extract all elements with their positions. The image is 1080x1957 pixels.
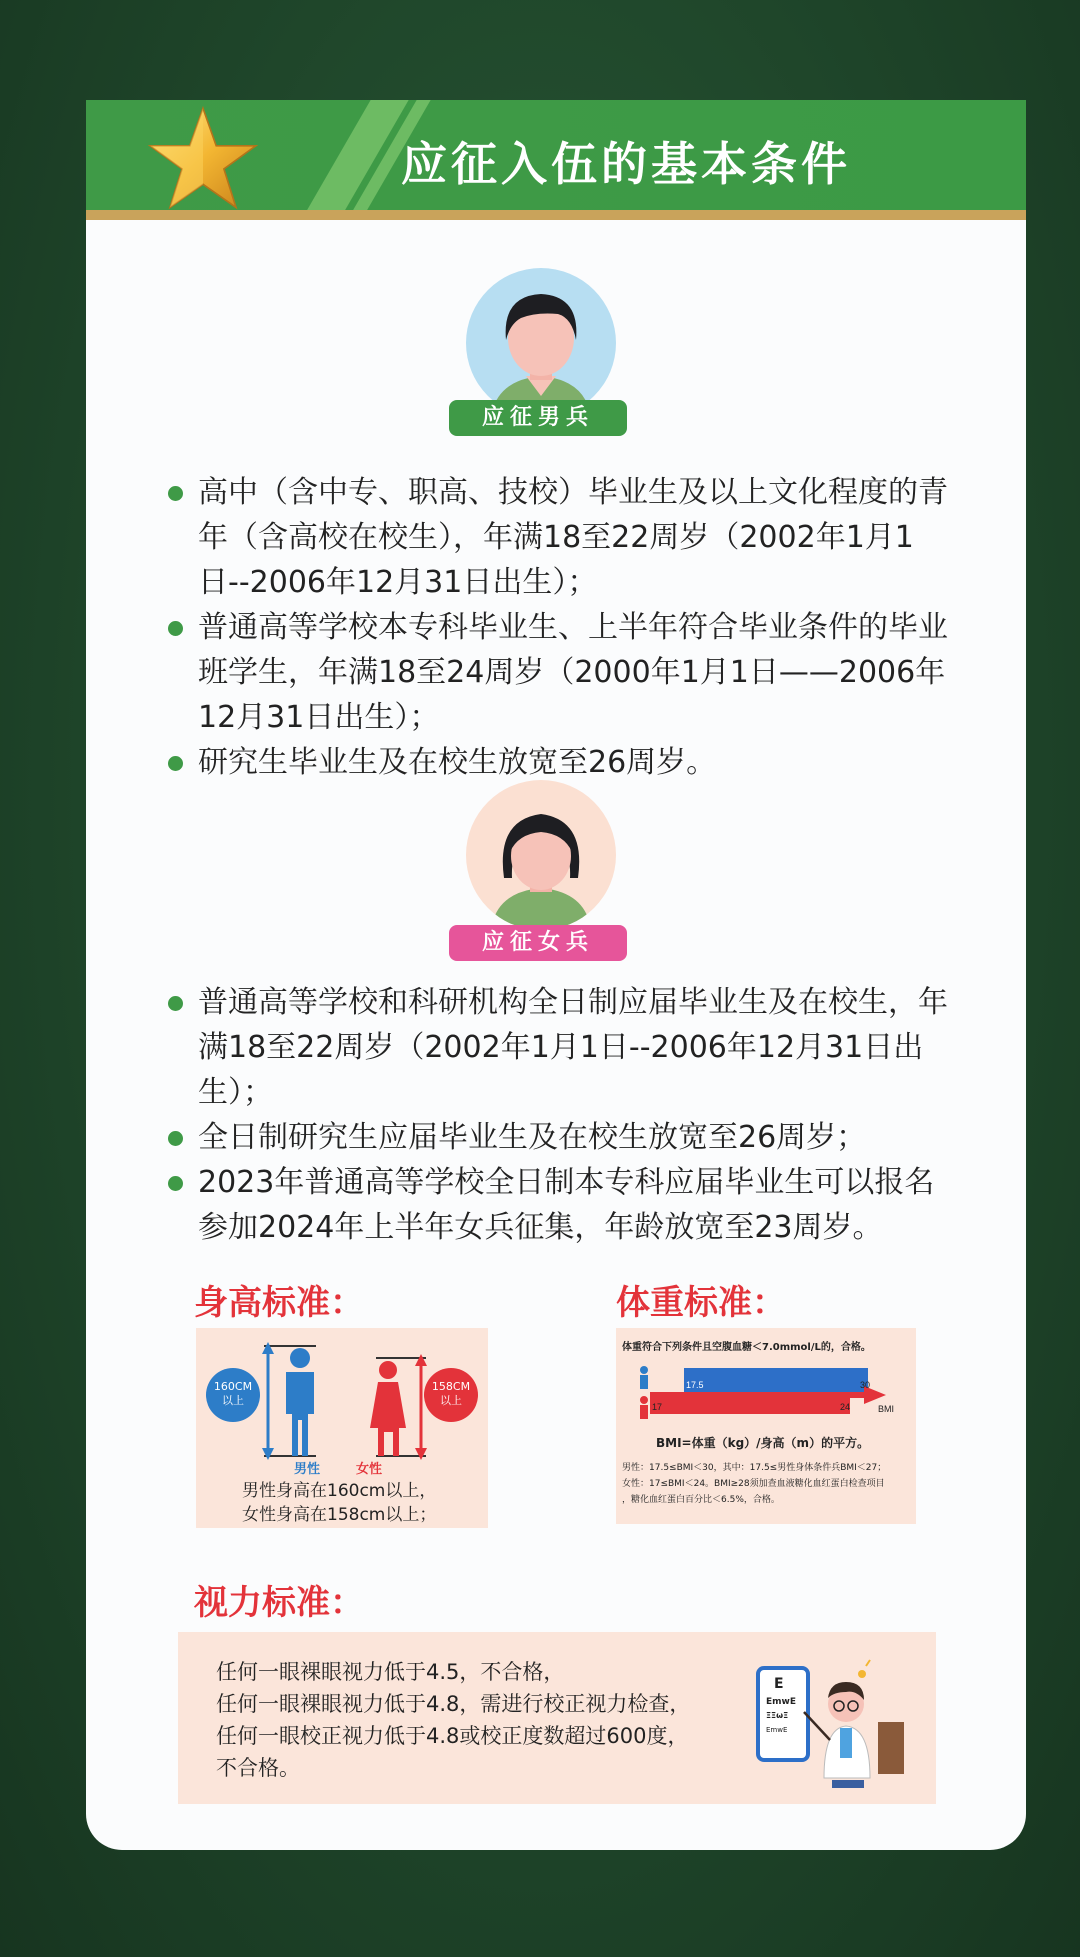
male-bmi-end: 30 [860, 1380, 871, 1390]
svg-text:E: E [774, 1676, 784, 1692]
bmi-range-chart [624, 1362, 912, 1432]
svg-text:ΞΞωΞ: ΞΞωΞ [766, 1711, 789, 1720]
poster-card [86, 100, 1026, 1850]
vision-heading: 视力标准： [194, 1583, 364, 1623]
height-panel [196, 1328, 488, 1528]
female-avatar [466, 780, 616, 930]
female-label: 女性 [356, 1462, 383, 1477]
page-title: 应征入伍的基本条件 [401, 137, 851, 191]
star-icon [148, 104, 258, 214]
weight-heading: 体重标准： [616, 1283, 786, 1323]
female-bmi-start: 17 [652, 1402, 663, 1412]
vision-line-2: 任何一眼裸眼视力低于4.8，需进行校正视力检查， [216, 1692, 691, 1716]
vision-line-3: 任何一眼校正视力低于4.8或校正度数超过600度， [216, 1724, 689, 1748]
male-requirements [168, 470, 948, 785]
vision-line-1: 任何一眼裸眼视力低于4.5，不合格， [216, 1660, 565, 1684]
height-heading: 身高标准： [194, 1283, 364, 1323]
list-item: 2023年普通高等学校全日制本专科应届毕业生可以报名参加2024年上半年女兵征集，年龄放宽至23周岁。 [168, 1160, 948, 1250]
male-label: 男性 [294, 1462, 321, 1477]
svg-text:EmwE: EmwE [766, 1697, 796, 1707]
male-height-badge: 160CM 以上 [206, 1368, 260, 1422]
weight-top-note: 体重符合下列条件且空腹血糖＜7.0mmol/L的，合格。 [622, 1342, 871, 1353]
male-avatar [466, 268, 616, 418]
list-item: 普通高等学校本专科毕业生、上半年符合毕业条件的毕业班学生，年满18至24周岁（2000年1月1日——2006年12月31日出生）； [168, 605, 948, 740]
list-item: 全日制研究生应届毕业生及在校生放宽至26周岁； [168, 1115, 948, 1160]
bmi-formula: BMI=体重（kg）/身高（m）的平方。 [656, 1436, 870, 1450]
height-text-line1: 男性身高在160cm以上， [242, 1481, 437, 1501]
list-item: 研究生毕业生及在校生放宽至26周岁。 [168, 740, 948, 785]
female-requirements [168, 980, 948, 1250]
vision-line-4: 不合格。 [216, 1756, 300, 1780]
weight-note3: ，糖化血红蛋白百分比＜6.5%，合格。 [622, 1495, 780, 1505]
female-height-badge: 158CM 以上 [424, 1368, 478, 1422]
weight-panel [616, 1328, 916, 1524]
eye-chart-doctor-illustration [738, 1652, 908, 1792]
height-text-line2: 女性身高在158cm以上； [242, 1505, 437, 1525]
weight-note1: 男性：17.5≤BMI＜30，其中：17.5≤男性身体条件兵BMI＜27； [622, 1463, 887, 1473]
weight-note2: 女性：17≤BMI＜24。BMI≥28须加查血液糖化血红蛋白检查项目 [622, 1479, 885, 1489]
female-badge: 应征女兵 [449, 925, 627, 961]
female-bmi-end: 24 [840, 1402, 851, 1412]
vision-panel [178, 1632, 936, 1804]
list-item: 普通高等学校和科研机构全日制应届毕业生及在校生，年满18至22周岁（2002年1月1日--2006年12月31日出生）； [168, 980, 948, 1115]
svg-text:EmwE: EmwE [766, 1726, 788, 1734]
list-item: 高中（含中专、职高、技校）毕业生及以上文化程度的青年（含高校在校生），年满18至22周岁（2002年1月1日--2006年12月31日出生）； [168, 470, 948, 605]
male-badge: 应征男兵 [449, 400, 627, 436]
bmi-axis-label: BMI [878, 1404, 895, 1414]
male-bmi-start: 17.5 [686, 1380, 704, 1390]
height-figures-illustration [256, 1336, 436, 1486]
